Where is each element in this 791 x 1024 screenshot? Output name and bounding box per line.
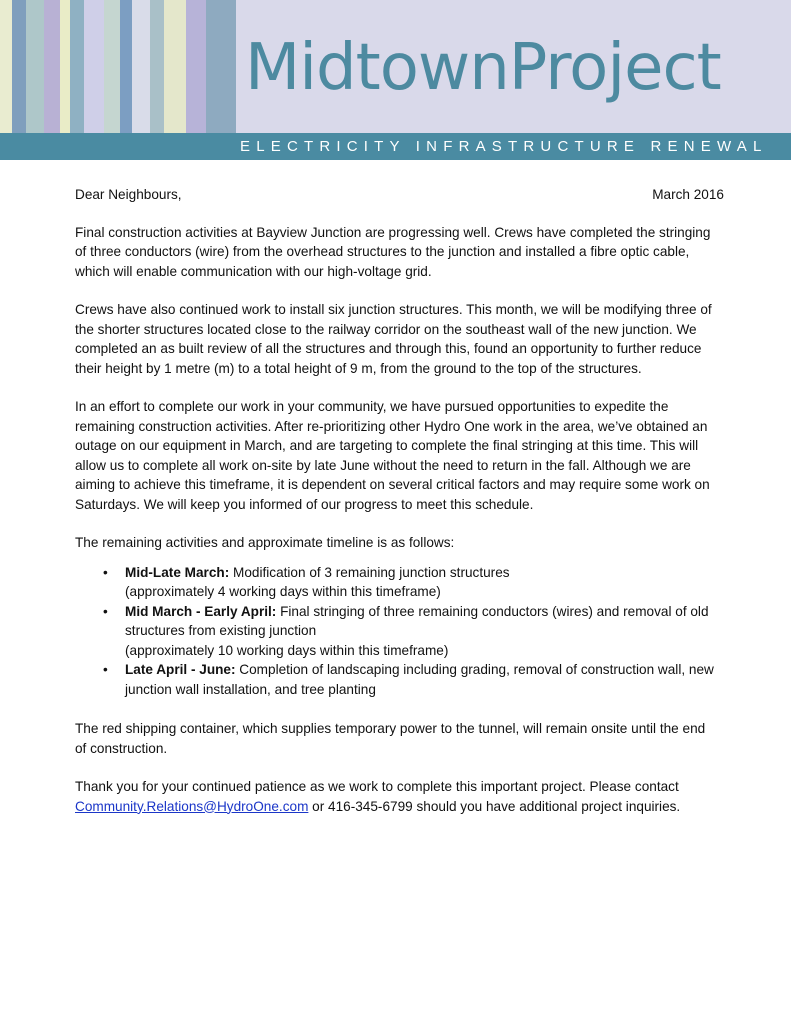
- paragraph: Final construction activities at Bayview Junction are progressing well. Crews have completed the stringing of three conductors (wire) from the overhead structures to the junction and installed a fibre optic cable, which will enable communication with our high-voltage grid.: [75, 224, 711, 279]
- stripe: [70, 0, 84, 133]
- stripe: [12, 0, 26, 133]
- stripe: [132, 0, 150, 133]
- salutation-row: [75, 185, 724, 205]
- stripe: [26, 0, 44, 133]
- timeline-description: Completion of landscaping including grading, removal of construction wall, new junction wall installation, and tree planting: [125, 662, 714, 697]
- stripe: [44, 0, 60, 133]
- letterhead: [0, 0, 791, 160]
- contact-paragraph: [75, 777, 715, 816]
- paragraph: The remaining activities and approximate timeline is as follows:: [75, 535, 455, 550]
- contact-rest: or 416-345-6799 should you have additional project inquiries.: [308, 798, 681, 814]
- list-item: [103, 660, 715, 699]
- stripe: [104, 0, 120, 133]
- stripe: [120, 0, 132, 133]
- timeline-list: [75, 563, 715, 700]
- salutation: Dear Neighbours,: [75, 187, 182, 202]
- timeline-period: Mid-Late March:: [125, 564, 230, 580]
- contact-intro: Thank you for your continued patience as we work to complete this important project. Please contact: [75, 779, 679, 794]
- contact-email-link[interactable]: Community.Relations@HydroOne.com: [75, 798, 309, 814]
- stripe: [186, 0, 206, 133]
- list-item: [103, 563, 715, 602]
- stripe: [206, 0, 236, 133]
- brand-title: MidtownProject: [245, 31, 721, 105]
- timeline-note: (approximately 10 working days within this timeframe): [125, 642, 449, 658]
- subtitle-text: ELECTRICITY INFRASTRUCTURE RENEWAL: [240, 138, 768, 155]
- stripe: [0, 0, 12, 133]
- paragraph: The red shipping container, which supplies temporary power to the tunnel, will remain onsite until the end of construction.: [75, 721, 706, 756]
- stripe: [84, 0, 104, 133]
- paragraph: Crews have also continued work to install six junction structures. This month, we will be modifying three of the shorter structures located close to the railway corridor on the southeast wall of the new junction. We completed an as built review of all the structures and through this, found an opportunity to further reduce their height by 1 metre (m) to a total height of 9 m, from the ground to the top of the structures.: [75, 302, 712, 376]
- timeline-period: Mid March - Early April:: [125, 603, 277, 619]
- timeline-description: Modification of 3 remaining junction structures: [229, 564, 510, 580]
- timeline-period: Late April - June:: [125, 662, 236, 677]
- timeline-note: (approximately 4 working days within this timeframe): [125, 584, 441, 599]
- timeline-description: Final stringing of three remaining conductors (wires) and removal of old structures from existing junction: [125, 603, 709, 638]
- bullet-icon: •: [103, 603, 108, 619]
- letter-date: March 2016: [652, 187, 724, 202]
- letter-body: [75, 185, 724, 835]
- bullet-icon: •: [103, 662, 108, 677]
- bullet-icon: •: [103, 564, 108, 580]
- stripe: [164, 0, 186, 133]
- stripe: [150, 0, 164, 133]
- list-item: [103, 602, 715, 661]
- paragraph: In an effort to complete our work in your community, we have pursued opportunities to expedite the remaining construction activities. After re-prioritizing other Hydro One work in the area, we’ve obtained an outage on our equipment in March, and are targeting to complete the final stringing at this time. This will allow us to complete all work on-site by late June without the need to return in the fall. Although we are aiming to achieve this timeframe, it is dependent on several critical factors and may require some work on Saturdays. We will keep you informed of our progress to meet this schedule.: [75, 399, 710, 512]
- stripe: [60, 0, 70, 133]
